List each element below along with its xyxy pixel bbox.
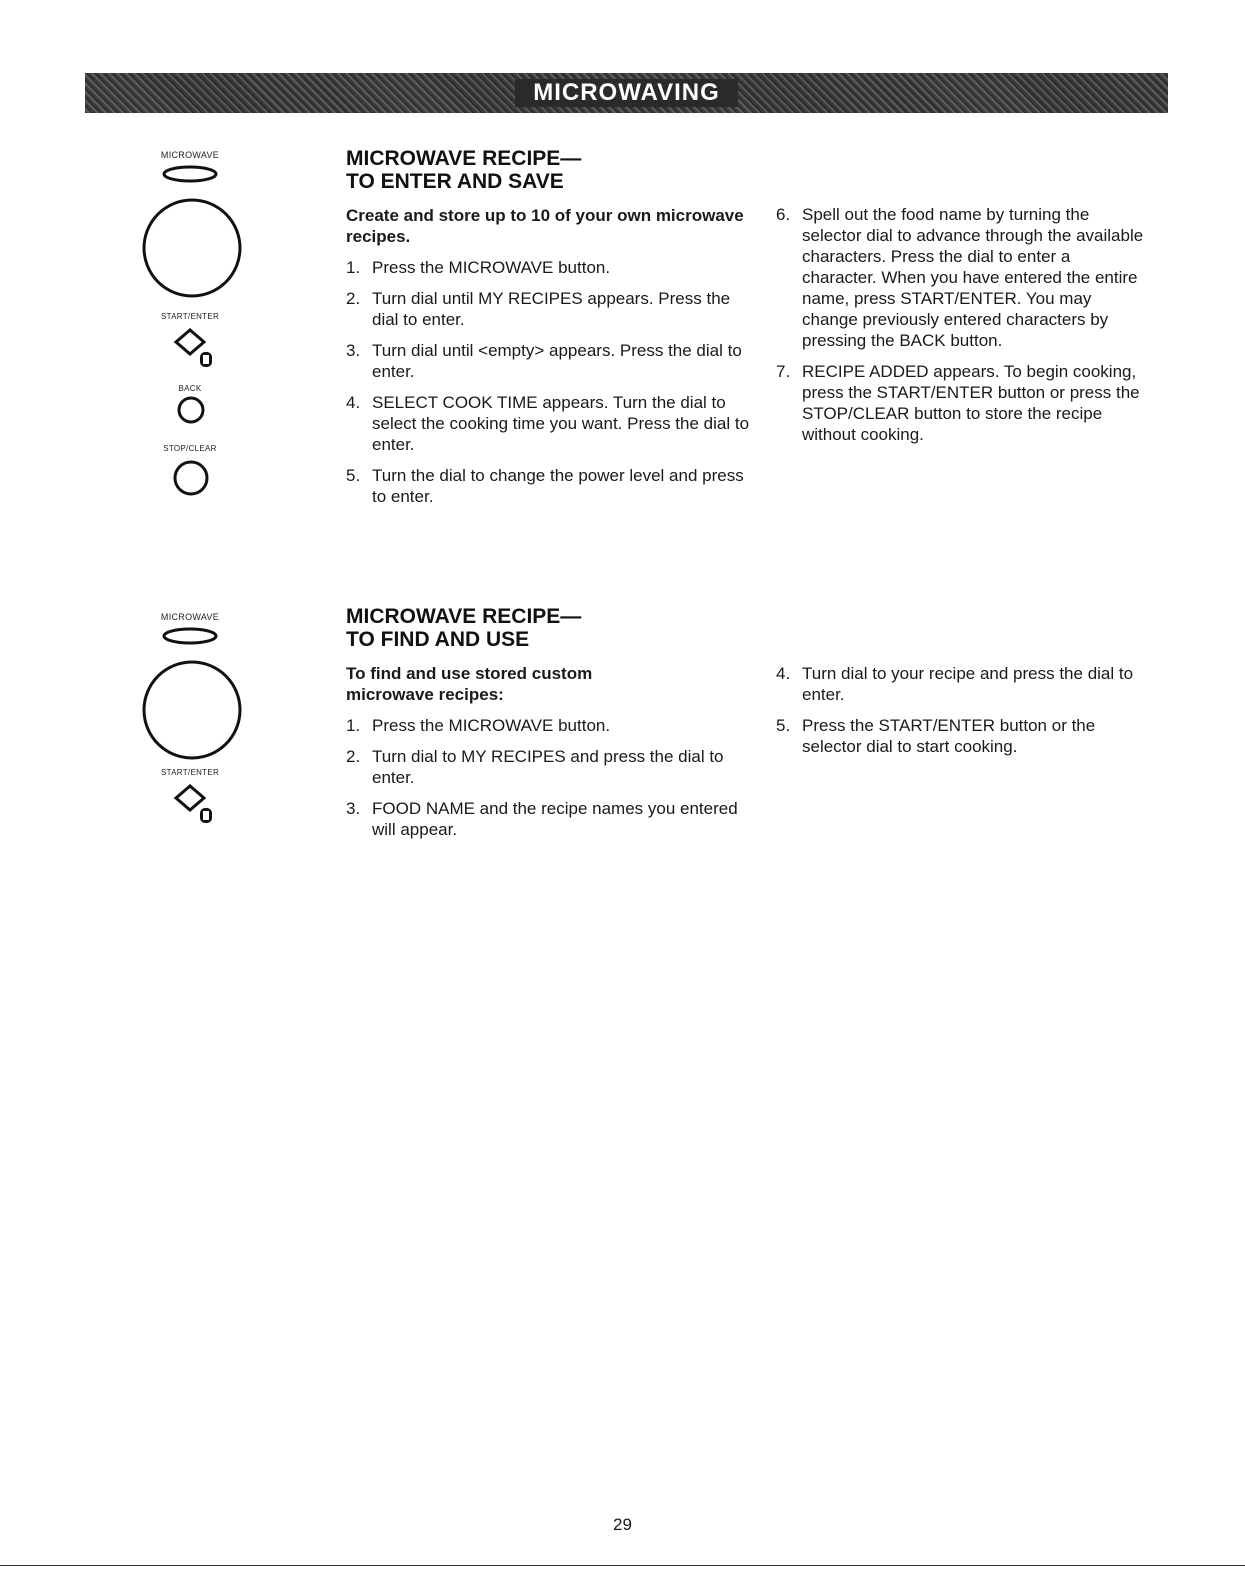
step-item (776, 663, 1146, 705)
step-text: FOOD NAME and the recipe names you entered will appear. (372, 799, 738, 839)
banner-title: MICROWAVING (515, 79, 738, 107)
step-text: Turn dial to MY RECIPES and press the dial to enter. (372, 747, 724, 787)
section2-title: MICROWAVE RECIPE— TO FIND AND USE (346, 605, 582, 651)
step-text: Press the MICROWAVE button. (372, 258, 611, 277)
step-number: 3. (346, 799, 361, 818)
step-item (346, 340, 756, 382)
back-key-icon (175, 394, 207, 426)
step-number: 2. (346, 289, 361, 308)
section2-steps-right (776, 663, 1146, 757)
step-number: 5. (776, 716, 791, 735)
step-item (776, 204, 1146, 351)
bottom-rule (0, 1565, 1245, 1566)
microwave-key-label: MICROWAVE (160, 150, 220, 160)
section2-right-column (776, 663, 1146, 767)
step-number: 6. (776, 205, 791, 224)
step-number: 7. (776, 362, 791, 381)
step-text: Turn dial until MY RECIPES appears. Press the dial to enter. (372, 289, 731, 329)
step-item (346, 465, 756, 507)
section-banner (85, 73, 1168, 113)
section1-steps-left (346, 257, 756, 507)
start-enter-key-icon-2 (170, 782, 220, 827)
step-item (776, 715, 1146, 757)
step-text: Turn the dial to change the power level and press to enter. (372, 466, 744, 506)
step-item (346, 746, 756, 788)
section1-right-column (776, 204, 1146, 455)
section1-left-column (346, 147, 756, 517)
step-item (776, 361, 1146, 445)
start-enter-key-label: START/ENTER (160, 312, 220, 321)
start-enter-key-label-2: START/ENTER (160, 768, 220, 777)
step-item (346, 392, 756, 455)
step-number: 5. (346, 466, 361, 485)
selector-dial-icon-2 (140, 658, 245, 763)
step-number: 3. (346, 341, 361, 360)
step-item (346, 257, 756, 278)
microwave-key-icon (160, 163, 220, 185)
section1-intro: Create and store up to 10 of your own microwave recipes. (346, 206, 744, 246)
section1-title: MICROWAVE RECIPE— TO ENTER AND SAVE (346, 147, 582, 193)
step-item (346, 798, 756, 840)
step-number: 1. (346, 258, 361, 277)
step-number: 4. (776, 664, 791, 683)
step-text: Press the MICROWAVE button. (372, 716, 611, 735)
selector-dial-icon (140, 196, 245, 301)
step-item (346, 288, 756, 330)
step-text: Spell out the food name by turning the selector dial to advance through the available characters. Press the dial to enter a character. When you have entered the entire name, press START/ENTER. You may change previously entered characters by pressing the BACK button. (802, 205, 1144, 350)
stop-clear-key-label: STOP/CLEAR (163, 444, 217, 453)
section2-steps-left (346, 715, 756, 840)
microwave-key-label-2: MICROWAVE (160, 612, 220, 622)
section1-steps-right (776, 204, 1146, 445)
step-text: Press the START/ENTER button or the selector dial to start cooking. (802, 716, 1096, 756)
step-text: Turn dial until <empty> appears. Press the dial to enter. (372, 341, 742, 381)
step-item (346, 715, 756, 736)
stop-clear-key-icon (171, 458, 211, 498)
step-number: 2. (346, 747, 361, 766)
page-number: 29 (613, 1515, 632, 1534)
start-enter-key-icon (170, 326, 220, 371)
step-text: SELECT COOK TIME appears. Turn the dial to select the cooking time you want. Press the dial to enter. (372, 393, 750, 454)
step-number: 4. (346, 393, 361, 412)
back-key-label: BACK (178, 384, 202, 393)
section2-intro: To find and use stored custom microwave recipes: (346, 664, 593, 704)
step-text: RECIPE ADDED appears. To begin cooking, press the START/ENTER button or press the STOP/CLEAR button to store the recipe without cooking. (802, 362, 1140, 444)
step-number: 1. (346, 716, 361, 735)
section2-left-column (346, 605, 756, 850)
step-text: Turn dial to your recipe and press the dial to enter. (802, 664, 1134, 704)
microwave-key-icon-2 (160, 625, 220, 647)
